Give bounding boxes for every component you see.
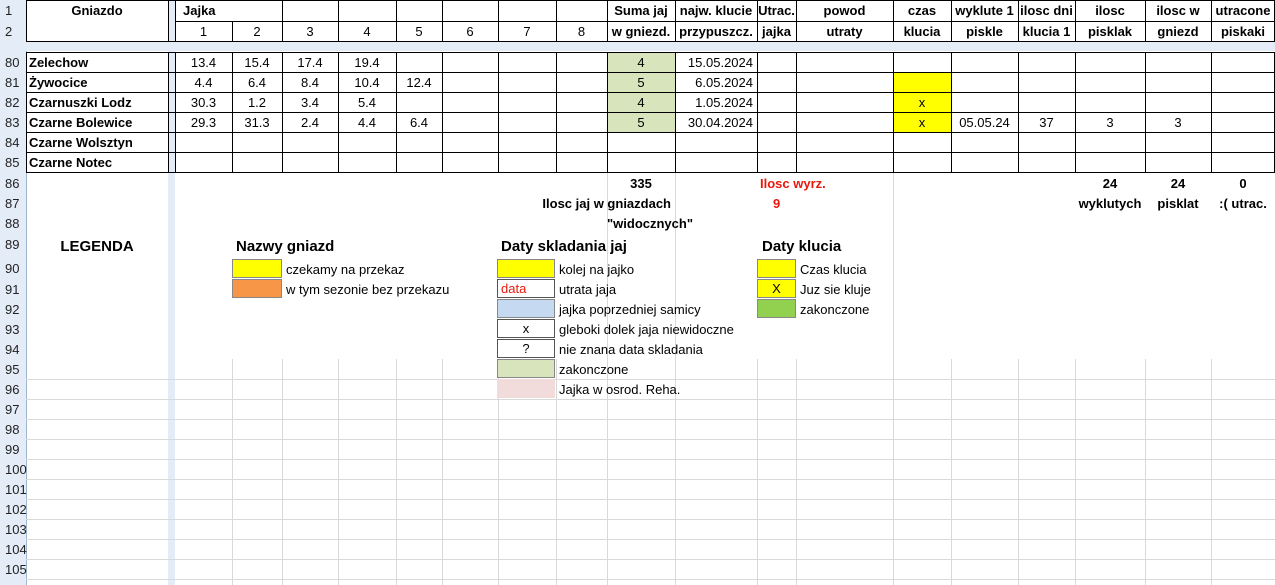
- egg-sum[interactable]: 5: [637, 114, 645, 130]
- egg-date[interactable]: 31.3: [244, 114, 270, 130]
- legend-item: jajka poprzedniej samicy: [559, 301, 701, 317]
- row-header[interactable]: 2: [5, 24, 13, 39]
- gniezd-total[interactable]: 24: [1170, 175, 1186, 191]
- hatched-label: Ilosc wyrz.: [760, 175, 826, 191]
- legend-item: nie znana data skladania: [559, 341, 703, 357]
- column-separator: [168, 0, 175, 585]
- row-header[interactable]: 105: [5, 561, 27, 577]
- header-wyklute-2[interactable]: piskle: [966, 24, 1003, 39]
- nest-name[interactable]: Czarne Bolewice: [29, 114, 133, 130]
- row-header[interactable]: 104: [5, 541, 27, 557]
- header-suma-2[interactable]: w gniezd.: [611, 24, 671, 39]
- legend-box-data: data: [497, 279, 555, 298]
- row-header[interactable]: 99: [5, 441, 20, 457]
- lost-label: :( utrac.: [1219, 195, 1267, 211]
- hatch-time-mark[interactable]: x: [918, 94, 926, 110]
- row-header[interactable]: 90: [5, 260, 20, 276]
- row-header[interactable]: 94: [5, 341, 20, 357]
- row-header[interactable]: 98: [5, 421, 20, 437]
- egg-date[interactable]: 10.4: [354, 74, 380, 90]
- header-najw-2[interactable]: przypuszcz.: [679, 24, 753, 39]
- egg-date[interactable]: 3.4: [300, 94, 320, 110]
- header-egg-2[interactable]: 2: [253, 24, 261, 39]
- row-header[interactable]: 84: [5, 134, 20, 150]
- header-utrac-2[interactable]: jajka: [762, 24, 791, 39]
- nest-name[interactable]: Czarnuszki Lodz: [29, 94, 132, 110]
- pisklak-total[interactable]: 24: [1102, 175, 1118, 191]
- egg-date[interactable]: 8.4: [300, 74, 320, 90]
- legend-nests-title: Nazwy gniazd: [236, 237, 335, 255]
- legend-swatch-yellow: [232, 259, 282, 278]
- nest-name[interactable]: Żywocice: [29, 74, 88, 90]
- legend-item: Juz sie kluje: [800, 281, 871, 297]
- egg-date[interactable]: 4.4: [194, 74, 213, 90]
- row-header[interactable]: 95: [5, 361, 20, 377]
- row-header[interactable]: 81: [5, 74, 20, 90]
- row-header[interactable]: 96: [5, 381, 20, 397]
- frozen-pane-separator: [0, 42, 1275, 51]
- header-czas[interactable]: czas: [907, 3, 937, 18]
- hatch-date[interactable]: 30.04.2024: [687, 114, 753, 130]
- nest-name[interactable]: Zelechow: [29, 54, 89, 70]
- legend-item: czekamy na przekaz: [286, 261, 405, 277]
- row-header[interactable]: 82: [5, 94, 20, 110]
- hatch-date[interactable]: 15.05.2024: [687, 54, 753, 70]
- header-egg-8[interactable]: 8: [577, 24, 586, 39]
- legend-swatch-green: [757, 299, 796, 318]
- pisklak-label: wyklutych: [1078, 195, 1142, 211]
- header-wyklute[interactable]: wyklute 1: [955, 3, 1014, 18]
- total-eggs-label: Ilosc jaj w gniazdach: [542, 195, 671, 211]
- egg-date[interactable]: 5.4: [357, 94, 377, 110]
- egg-date[interactable]: 17.4: [297, 54, 323, 70]
- legend-item: kolej na jajko: [559, 261, 635, 277]
- hatch-date[interactable]: 6.05.2024: [695, 74, 753, 90]
- header-suma[interactable]: Suma jaj: [614, 3, 668, 18]
- lost-total[interactable]: 0: [1239, 175, 1247, 191]
- legend-item: gleboki dolek jaja niewidoczne: [559, 321, 734, 337]
- row-header[interactable]: 103: [5, 521, 27, 537]
- legend-laying-title: Daty skladania jaj: [501, 237, 627, 255]
- egg-date[interactable]: 4.4: [357, 114, 377, 130]
- row-header[interactable]: 102: [5, 501, 27, 517]
- legend-item: zakonczone: [559, 361, 629, 377]
- total-eggs[interactable]: 335: [630, 175, 652, 191]
- row-header[interactable]: 80: [5, 54, 20, 70]
- first-hatched-date[interactable]: 05.05.24: [959, 114, 1010, 130]
- hatch-date[interactable]: 1.05.2024: [695, 94, 753, 110]
- header-egg-3[interactable]: 3: [306, 24, 314, 39]
- legend-swatch-orange: [232, 279, 282, 298]
- row-header[interactable]: 100: [5, 461, 27, 477]
- row-header[interactable]: 93: [5, 321, 20, 337]
- row-header[interactable]: 92: [5, 301, 20, 317]
- header-ilosc-w-2[interactable]: gniezd: [1157, 24, 1199, 39]
- header-egg-1[interactable]: 1: [199, 24, 208, 39]
- header-ilosc-dni-2[interactable]: klucia 1: [1022, 24, 1071, 39]
- header-utracone-2[interactable]: piskaki: [1220, 24, 1266, 39]
- hatched-value[interactable]: 9: [773, 195, 781, 211]
- header-czas-2[interactable]: klucia: [903, 24, 941, 39]
- header-utrac[interactable]: Utrac.: [758, 3, 795, 18]
- header-ilosc-dni[interactable]: ilosc dni: [1020, 3, 1073, 18]
- header-powod[interactable]: powod: [823, 3, 866, 18]
- row-header[interactable]: 86: [5, 175, 20, 191]
- header-egg-6[interactable]: 6: [466, 24, 474, 39]
- hatch-time-mark[interactable]: x: [918, 114, 926, 130]
- header-jajka[interactable]: Jajka: [183, 3, 216, 18]
- egg-date[interactable]: 19.4: [354, 54, 380, 70]
- egg-date[interactable]: 2.4: [300, 114, 320, 130]
- egg-date[interactable]: 15.4: [244, 54, 270, 70]
- nest-name[interactable]: Czarne Wolsztyn: [29, 134, 133, 150]
- legend-box-x: x: [497, 319, 555, 338]
- header-gniazdo[interactable]: Gniazdo: [71, 3, 123, 18]
- chick-count[interactable]: 3: [1106, 114, 1114, 130]
- hatch-days[interactable]: 37: [1039, 114, 1054, 130]
- egg-date[interactable]: 13.4: [190, 54, 217, 70]
- row-header[interactable]: 97: [5, 401, 20, 417]
- legend-swatch-yellow: [757, 259, 796, 278]
- egg-date[interactable]: 30.3: [190, 94, 217, 110]
- row-header[interactable]: 91: [5, 281, 20, 297]
- egg-sum[interactable]: 5: [637, 74, 645, 90]
- header-ilosc-pisklak-2[interactable]: pisklak: [1087, 24, 1133, 39]
- legend-item: w tym sezonie bez przekazu: [286, 281, 450, 297]
- header-ilosc-pisklak[interactable]: ilosc: [1095, 3, 1125, 18]
- legend-hatch-title: Daty klucia: [762, 237, 842, 255]
- egg-date[interactable]: 6.4: [409, 114, 429, 130]
- row-header[interactable]: 85: [5, 154, 20, 170]
- chicks-in-nest[interactable]: 3: [1174, 114, 1182, 130]
- legend-item: Czas klucia: [800, 261, 867, 277]
- row-header[interactable]: 88: [5, 215, 20, 231]
- legend-swatch-blue: [497, 299, 555, 318]
- row-header[interactable]: 1: [5, 3, 13, 18]
- row-header[interactable]: 83: [5, 114, 20, 130]
- egg-date[interactable]: 29.3: [190, 114, 217, 130]
- legend-item: zakonczone: [800, 301, 870, 317]
- legend-title: LEGENDA: [60, 237, 134, 255]
- row-header[interactable]: 89: [5, 236, 20, 252]
- egg-date[interactable]: 1.2: [247, 94, 267, 110]
- legend-swatch-pink: [497, 379, 555, 398]
- visible-label: "widocznych": [606, 215, 693, 231]
- nest-name[interactable]: Czarne Notec: [29, 154, 113, 170]
- gniezd-label: pisklat: [1157, 195, 1199, 211]
- header-egg-4[interactable]: 4: [363, 24, 371, 39]
- header-powod-2[interactable]: utraty: [826, 24, 863, 39]
- row-header[interactable]: 101: [5, 481, 27, 497]
- row-header[interactable]: 87: [5, 195, 20, 211]
- legend-item: Jajka w osrod. Reha.: [559, 381, 681, 397]
- legend-box-question: ?: [497, 339, 555, 358]
- egg-sum[interactable]: 4: [637, 54, 645, 70]
- egg-date[interactable]: 6.4: [247, 74, 267, 90]
- header-ilosc-w[interactable]: ilosc w: [1156, 3, 1200, 18]
- header-utracone[interactable]: utracone: [1215, 3, 1271, 18]
- header-najw[interactable]: najw. klucie: [679, 3, 753, 18]
- header-egg-5[interactable]: 5: [415, 24, 423, 39]
- egg-date[interactable]: 12.4: [406, 74, 432, 90]
- legend-swatch-yellow: [497, 259, 555, 278]
- legend-item: utrata jaja: [559, 281, 617, 297]
- legend-swatch-light-green: [497, 359, 555, 378]
- legend-box-yellow-x: X: [757, 279, 796, 298]
- header-egg-7[interactable]: 7: [523, 24, 531, 39]
- egg-sum[interactable]: 4: [637, 94, 645, 110]
